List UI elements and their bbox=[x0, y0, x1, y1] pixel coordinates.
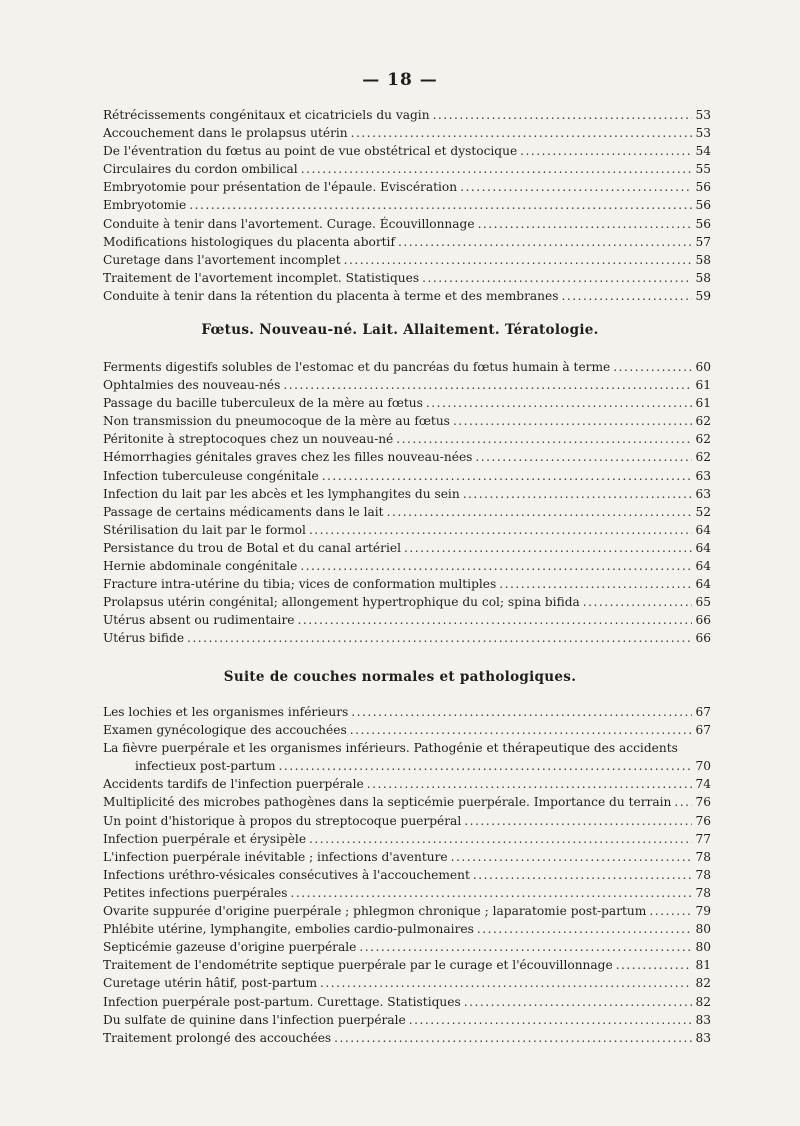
toc-entry-title: Utérus absent ou rudimentaire bbox=[103, 613, 295, 628]
toc-leader-dots bbox=[433, 106, 693, 124]
toc-entry-page: 57 bbox=[695, 234, 711, 249]
toc-leader-dots bbox=[453, 412, 693, 430]
section-heading-suite-de-couches: Suite de couches normales et pathologiques. bbox=[223, 669, 577, 685]
toc-leader-dots bbox=[367, 775, 693, 793]
toc-entry bbox=[103, 215, 711, 233]
toc-entry bbox=[103, 1011, 711, 1029]
toc-leader-dots bbox=[309, 830, 692, 848]
toc-entry bbox=[103, 611, 711, 629]
toc-leader-dots bbox=[674, 793, 692, 811]
toc-entry-page: 66 bbox=[695, 613, 711, 628]
toc-entry-title: Infection du lait par les abcès et les lymphangites du sein bbox=[103, 486, 460, 501]
toc-entry-page: 61 bbox=[695, 396, 711, 411]
toc-section-obstetrics bbox=[103, 106, 711, 305]
toc-section-suite-de-couches bbox=[103, 703, 711, 1047]
toc-leader-dots bbox=[616, 956, 693, 974]
toc-leader-dots bbox=[320, 974, 692, 992]
toc-leader-dots bbox=[426, 394, 693, 412]
toc-entry-page: 78 bbox=[695, 849, 711, 864]
toc-leader-dots bbox=[499, 575, 692, 593]
toc-entry bbox=[103, 521, 711, 539]
toc-entry-page: 83 bbox=[695, 1012, 711, 1027]
toc-leader-dots bbox=[322, 467, 693, 485]
toc-leader-dots bbox=[283, 376, 692, 394]
toc-entry-title: Multiplicité des microbes pathogènes dans la septicémie puerpérale. Importance du terrain bbox=[103, 795, 672, 810]
toc-leader-dots bbox=[300, 557, 692, 575]
toc-entry bbox=[103, 993, 711, 1011]
toc-entry-page: 82 bbox=[695, 994, 711, 1009]
toc-leader-dots bbox=[301, 160, 693, 178]
toc-entry bbox=[103, 629, 711, 647]
toc-entry-page: 56 bbox=[695, 180, 711, 195]
toc-leader-dots bbox=[359, 938, 692, 956]
toc-leader-dots bbox=[475, 448, 692, 466]
toc-entry bbox=[103, 251, 711, 269]
toc-leader-dots bbox=[583, 593, 693, 611]
toc-entry bbox=[103, 503, 711, 521]
toc-leader-dots bbox=[334, 1029, 692, 1047]
toc-entry-title: Utérus bifide bbox=[103, 631, 185, 646]
toc-entry bbox=[103, 956, 711, 974]
toc-entry-page: 64 bbox=[695, 540, 711, 555]
toc-entry-title: Infection tuberculeuse congénitale bbox=[103, 468, 319, 483]
toc-entry bbox=[103, 539, 711, 557]
toc-entry bbox=[103, 467, 711, 485]
toc-entry-title: Passage de certains médicaments dans le lait bbox=[103, 504, 384, 519]
toc-entry bbox=[103, 575, 711, 593]
toc-entry-title: Septicémie gazeuse d'origine puerpérale bbox=[103, 940, 357, 955]
toc-entry-title: Péritonite à streptocoques chez un nouveau-né bbox=[103, 432, 394, 447]
toc-entry bbox=[103, 920, 711, 938]
toc-entry bbox=[103, 938, 711, 956]
toc-leader-dots bbox=[473, 866, 693, 884]
toc-entry bbox=[103, 287, 711, 305]
toc-entry-page: 64 bbox=[695, 577, 711, 592]
toc-entry-page: 80 bbox=[695, 940, 711, 955]
toc-entry-title: Persistance du trou de Botal et du canal artériel bbox=[103, 540, 401, 555]
toc-leader-dots bbox=[520, 142, 692, 160]
toc-entry bbox=[103, 830, 711, 848]
toc-entry-title: Curetage utérin hâtif, post-partum bbox=[103, 976, 318, 991]
toc-entry-title: Traitement de l'avortement incomplet. Statistiques bbox=[103, 270, 420, 285]
toc-entry-page: 63 bbox=[695, 468, 711, 483]
page-number: — 18 — bbox=[362, 70, 438, 90]
toc-entry-page: 76 bbox=[695, 813, 711, 828]
toc-entry-page: 54 bbox=[695, 144, 711, 159]
toc-entry-page: 55 bbox=[695, 162, 711, 177]
toc-entry bbox=[103, 848, 711, 866]
toc-entry bbox=[103, 775, 711, 793]
toc-entry-page: 63 bbox=[695, 486, 711, 501]
toc-entry-page: 60 bbox=[695, 360, 711, 374]
toc-leader-dots bbox=[290, 884, 692, 902]
toc-entry-title: Ferments digestifs solubles de l'estomac et du pancréas du fœtus humain à terme bbox=[103, 360, 611, 374]
toc-entry bbox=[103, 793, 711, 811]
toc-leader-dots bbox=[309, 521, 693, 539]
toc-entry-page: 74 bbox=[695, 777, 711, 792]
toc-entry-title: Ovarite suppurée d'origine puerpérale ; phlegmon chronique ; laparatomie post-partum bbox=[103, 904, 647, 919]
toc-entry bbox=[103, 593, 711, 611]
toc-entry-title: Du sulfate de quinine dans l'infection puerpérale bbox=[103, 1012, 406, 1027]
toc-leader-dots bbox=[561, 287, 692, 305]
toc-entry bbox=[103, 196, 711, 214]
toc-leader-dots bbox=[351, 703, 692, 721]
toc-entry bbox=[103, 142, 711, 160]
toc-leader-dots bbox=[279, 757, 693, 775]
toc-section-foetus bbox=[103, 358, 711, 648]
toc-leader-dots bbox=[298, 611, 693, 629]
toc-entry bbox=[103, 884, 711, 902]
toc-entry-page: 67 bbox=[695, 723, 711, 738]
toc-entry-title: Ophtalmies des nouveau-nés bbox=[103, 378, 281, 393]
toc-entry-page: 79 bbox=[695, 904, 711, 919]
toc-entry-title: Conduite à tenir dans l'avortement. Curage. Écouvillonnage bbox=[103, 216, 475, 231]
toc-entry bbox=[103, 358, 711, 376]
toc-entry-title: Accouchement dans le prolapsus utérin bbox=[103, 126, 348, 141]
toc-entry bbox=[103, 974, 711, 992]
toc-leader-dots bbox=[396, 430, 692, 448]
toc-entry-title: Les lochies et les organismes inférieurs bbox=[103, 705, 349, 719]
toc-entry bbox=[103, 812, 711, 830]
toc-entry-title: Hémorrhagies génitales graves chez les filles nouveau-nées bbox=[103, 450, 473, 465]
toc-entry-page: 80 bbox=[695, 922, 711, 937]
toc-entry-title: Passage du bacille tuberculeux de la mère au fœtus bbox=[103, 396, 423, 411]
toc-entry bbox=[103, 394, 711, 412]
toc-entry-title: La fièvre puerpérale et les organismes inférieurs. Pathogénie et thérapeutique des accidents bbox=[103, 741, 678, 756]
toc-entry bbox=[103, 160, 711, 178]
toc-entry-page: 58 bbox=[695, 270, 711, 285]
toc-entry-title: Examen gynécologique des accouchées bbox=[103, 723, 347, 738]
toc-entry-page: 70 bbox=[695, 759, 711, 774]
toc-entry-page: 78 bbox=[695, 867, 711, 882]
toc-entry-title: Traitement de l'endométrite septique puerpérale par le curage et l'écouvillonnage bbox=[103, 958, 613, 973]
toc-entry-title: Prolapsus utérin congénital; allongement hypertrophique du col; spina bifida bbox=[103, 595, 580, 610]
toc-entry-title: Accidents tardifs de l'infection puerpérale bbox=[103, 777, 364, 792]
toc-leader-dots bbox=[649, 902, 692, 920]
toc-entry bbox=[103, 412, 711, 430]
toc-entry-page: 83 bbox=[695, 1030, 711, 1045]
toc-leader-dots bbox=[187, 629, 692, 647]
toc-entry bbox=[103, 721, 711, 739]
toc-leader-dots bbox=[404, 539, 693, 557]
toc-entry-page: 53 bbox=[695, 108, 711, 122]
toc-entry-page: 67 bbox=[695, 705, 711, 719]
toc-entry-page: 77 bbox=[695, 831, 711, 846]
toc-entry-title: Infection puerpérale post-partum. Curettage. Statistiques bbox=[103, 994, 461, 1009]
section-heading-foetus: Fœtus. Nouveau-né. Lait. Allaitement. Tératologie. bbox=[201, 322, 599, 338]
toc-entry-title: Fracture intra-utérine du tibia; vices de conformation multiples bbox=[103, 577, 497, 592]
toc-entry bbox=[103, 739, 711, 775]
toc-leader-dots bbox=[460, 178, 692, 196]
toc-entry bbox=[103, 1029, 711, 1047]
toc-entry-page: 62 bbox=[695, 414, 711, 429]
toc-leader-dots bbox=[477, 920, 693, 938]
toc-leader-dots bbox=[464, 993, 693, 1011]
toc-leader-dots bbox=[344, 251, 693, 269]
toc-leader-dots bbox=[398, 233, 693, 251]
toc-leader-dots bbox=[422, 269, 692, 287]
toc-entry-page: 78 bbox=[695, 885, 711, 900]
toc-entry-page: 62 bbox=[695, 432, 711, 447]
toc-entry-page: 66 bbox=[695, 631, 711, 646]
toc-entry-page: 59 bbox=[695, 288, 711, 303]
toc-entry-title: Infections uréthro-vésicales consécutives à l'accouchement bbox=[103, 867, 470, 882]
toc-entry bbox=[103, 233, 711, 251]
toc-leader-dots bbox=[478, 215, 693, 233]
toc-entry-title: Hernie abdominale congénitale bbox=[103, 559, 298, 574]
toc-entry-page: 56 bbox=[695, 198, 711, 213]
toc-entry-title: Stérilisation du lait par le formol bbox=[103, 522, 306, 537]
toc-entry-page: 81 bbox=[695, 958, 711, 973]
toc-entry bbox=[103, 703, 711, 721]
toc-entry bbox=[103, 557, 711, 575]
toc-entry-title: Circulaires du cordon ombilical bbox=[103, 162, 298, 177]
toc-entry-page: 62 bbox=[695, 450, 711, 465]
toc-entry-title: Petites infections puerpérales bbox=[103, 885, 288, 900]
toc-entry-title: L'infection puerpérale inévitable ; infections d'aventure bbox=[103, 849, 448, 864]
toc-entry-page: 56 bbox=[695, 216, 711, 231]
toc-leader-dots bbox=[451, 848, 693, 866]
toc-entry bbox=[103, 106, 711, 124]
toc-entry-title: Conduite à tenir dans la rétention du placenta à terme et des membranes bbox=[103, 288, 559, 303]
toc-entry-title: Phlébite utérine, lymphangite, embolies cardio-pulmonaires bbox=[103, 922, 474, 937]
toc-entry-title: Embryotomie pour présentation de l'épaule. Eviscération bbox=[103, 180, 458, 195]
toc-leader-dots bbox=[387, 503, 693, 521]
toc-entry bbox=[103, 269, 711, 287]
toc-leader-dots bbox=[613, 358, 692, 376]
toc-entry-title: Non transmission du pneumocoque de la mère au fœtus bbox=[103, 414, 450, 429]
toc-entry-title: Modifications histologiques du placenta abortif bbox=[103, 234, 395, 249]
toc-entry-title: Embryotomie bbox=[103, 198, 187, 213]
toc-entry-continuation-line bbox=[103, 757, 711, 775]
toc-entry bbox=[103, 376, 711, 394]
toc-leader-dots bbox=[189, 196, 692, 214]
toc-entry bbox=[103, 448, 711, 466]
toc-entry-title: Curetage dans l'avortement incomplet bbox=[103, 252, 341, 267]
toc-leader-dots bbox=[351, 124, 693, 142]
toc-leader-dots bbox=[463, 485, 693, 503]
toc-entry-title-continuation: infectieux post-partum bbox=[135, 759, 276, 774]
toc-entry-title: Infection puerpérale et érysipèle bbox=[103, 831, 307, 846]
toc-entry-page: 64 bbox=[695, 522, 711, 537]
toc-entry-page: 82 bbox=[695, 976, 711, 991]
toc-entry-title: Un point d'historique à propos du streptocoque puerpéral bbox=[103, 813, 462, 828]
toc-entry-page: 53 bbox=[695, 126, 711, 141]
toc-entry bbox=[103, 485, 711, 503]
toc-leader-dots bbox=[464, 812, 692, 830]
toc-entry-page: 52 bbox=[695, 504, 711, 519]
toc-entry bbox=[103, 902, 711, 920]
toc-entry-title: Rétrécissements congénitaux et cicatriciels du vagin bbox=[103, 108, 430, 122]
toc-entry-page: 64 bbox=[695, 559, 711, 574]
toc-entry-title: De l'éventration du fœtus au point de vue obstétrical et dystocique bbox=[103, 144, 518, 159]
toc-entry-page: 65 bbox=[695, 595, 711, 610]
toc-entry bbox=[103, 178, 711, 196]
toc-entry-title: Traitement prolongé des accouchées bbox=[103, 1030, 332, 1045]
toc-entry-page: 58 bbox=[695, 252, 711, 267]
toc-leader-dots bbox=[350, 721, 693, 739]
toc-leader-dots bbox=[409, 1011, 693, 1029]
toc-entry bbox=[103, 124, 711, 142]
toc-entry bbox=[103, 430, 711, 448]
toc-entry bbox=[103, 866, 711, 884]
toc-entry-page: 76 bbox=[695, 795, 711, 810]
toc-entry-page: 61 bbox=[695, 378, 711, 393]
